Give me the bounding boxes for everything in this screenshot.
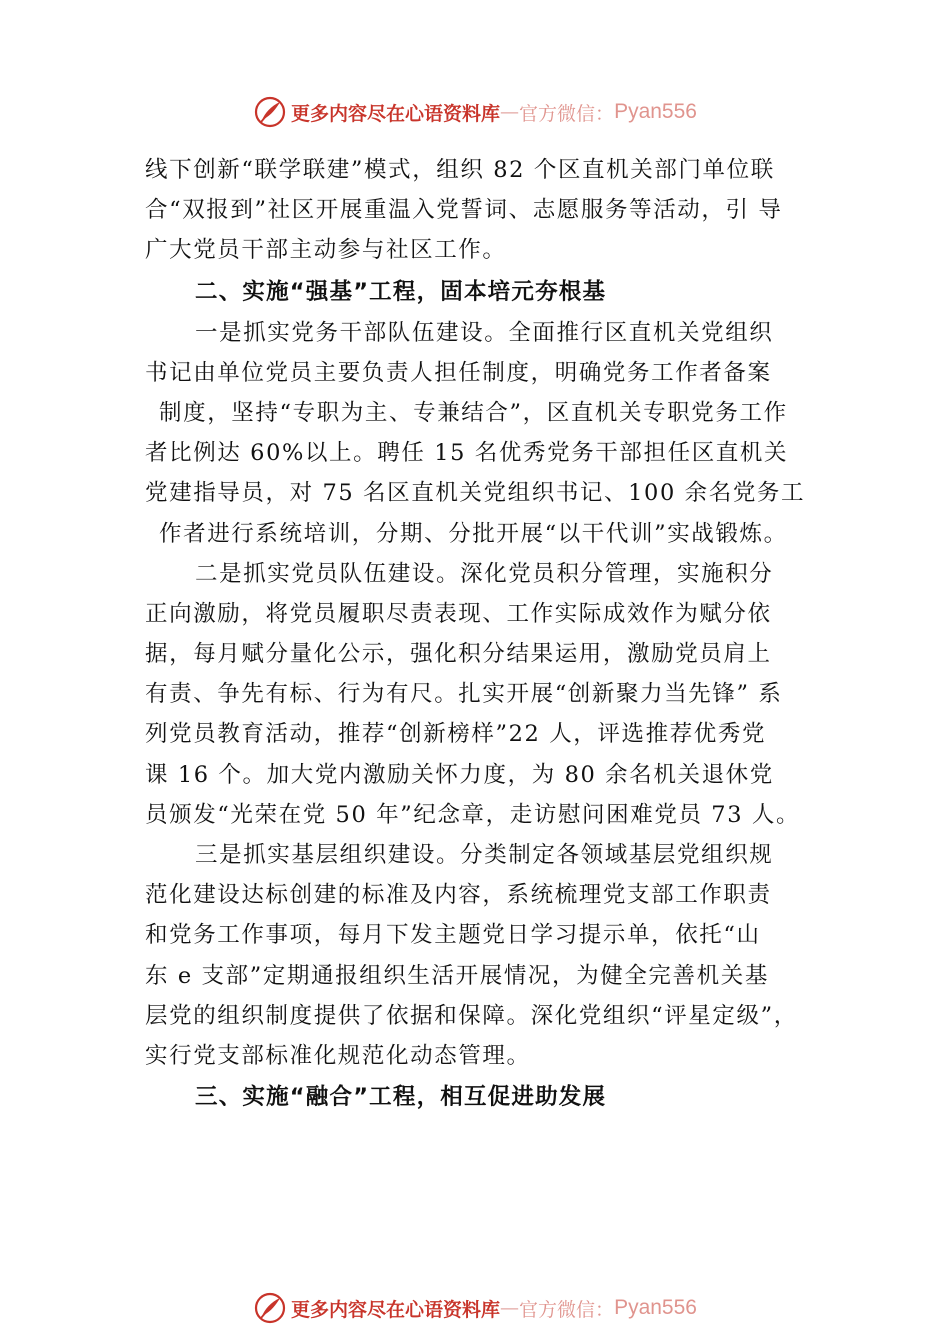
text-line: 员颁发“光荣在党 50 年”纪念章，走访慰问困难党员 73 人。 [145, 801, 801, 828]
text-line: 三是抓实基层组织建设。分类制定各领域基层党组织规 [195, 842, 774, 868]
text-line: 一是抓实党务干部队伍建设。全面推行区直机关党组织 [195, 319, 774, 346]
text-line: 有责、争先有标、行为有尺。扎实开展“创新聚力当先锋” 系 [145, 681, 783, 708]
text-line: 实行党支部标准化规范化动态管理。 [145, 1042, 531, 1069]
text-line: 和党务工作事项，每月下发主题党日学习提示单，依托“山 [145, 922, 761, 949]
text-line: 者比例达 60%以上。聘任 15 名优秀党务干部担任区直机关 [145, 440, 789, 467]
text-line: 东 e 支部”定期通报组织生活开展情况，为健全完善机关基 [145, 962, 769, 989]
text-line: 列党员教育活动，推荐“创新榜样”22 人，评选推荐优秀党 [145, 721, 767, 748]
watermark-brand-text: 更多内容尽在心语资料库 [291, 102, 501, 125]
text-line: 据，每月赋分量化公示，强化积分结果运用，激励党员肩上 [145, 641, 772, 668]
text-line: 课 16 个。加大党内激励关怀力度，为 80 余名机关退休党 [145, 761, 774, 788]
text-line: 广大党员干部主动参与社区工作。 [145, 237, 507, 264]
text-line: 合“双报到”社区开展重温入党誓词、志愿服务等活动，引 导 [145, 197, 783, 224]
watermark-wechat-id: Pyan556 [614, 1296, 697, 1319]
text-line: 党建指导员，对 75 名区直机关党组织书记、100 余名党务工 [145, 480, 806, 507]
section-heading: 三、实施“融合”工程，相互促进助发展 [195, 1084, 607, 1111]
text-line: 正向激励，将党员履职尽责表现、工作实际成效作为赋分依 [145, 600, 772, 627]
text-line: 线下创新“联学联建”模式，组织 82 个区直机关部门单位联 [145, 157, 775, 183]
watermark-wechat-label: 官方微信： [519, 1298, 615, 1321]
watermark-wechat-label: 官方微信： [519, 102, 615, 125]
watermark-wechat-id: Pyan556 [614, 100, 697, 123]
text-line: 作者进行系统培训，分期、分批开展“以干代训”实战锻炼。 [159, 520, 788, 547]
watermark-brand-text: 更多内容尽在心语资料库 [291, 1298, 501, 1321]
section-heading: 二、实施“强基”工程，固本培元夯根基 [195, 278, 607, 305]
document-body [145, 150, 815, 1118]
text-line: 二是抓实党员队伍建设。深化党员积分管理，实施积分 [195, 560, 774, 587]
text-line: 制度，坚持“专职为主、专兼结合”，区直机关专职党务工作 [159, 399, 788, 426]
watermark-banner-top [0, 92, 950, 132]
watermark-dash: — [500, 101, 520, 123]
text-line: 书记由单位党员主要负责人担任制度，明确党务工作者备案 [145, 359, 772, 386]
text-line: 范化建设达标创建的标准及内容，系统梳理党支部工作职责 [145, 882, 772, 909]
watermark-banner-bottom [0, 1288, 950, 1328]
watermark-dash: — [500, 1297, 520, 1319]
text-line: 层党的组织制度提供了依据和保障。深化党组织“评星定级”， [145, 1002, 798, 1029]
quill-logo-icon [253, 1291, 287, 1325]
quill-logo-icon [253, 95, 287, 129]
